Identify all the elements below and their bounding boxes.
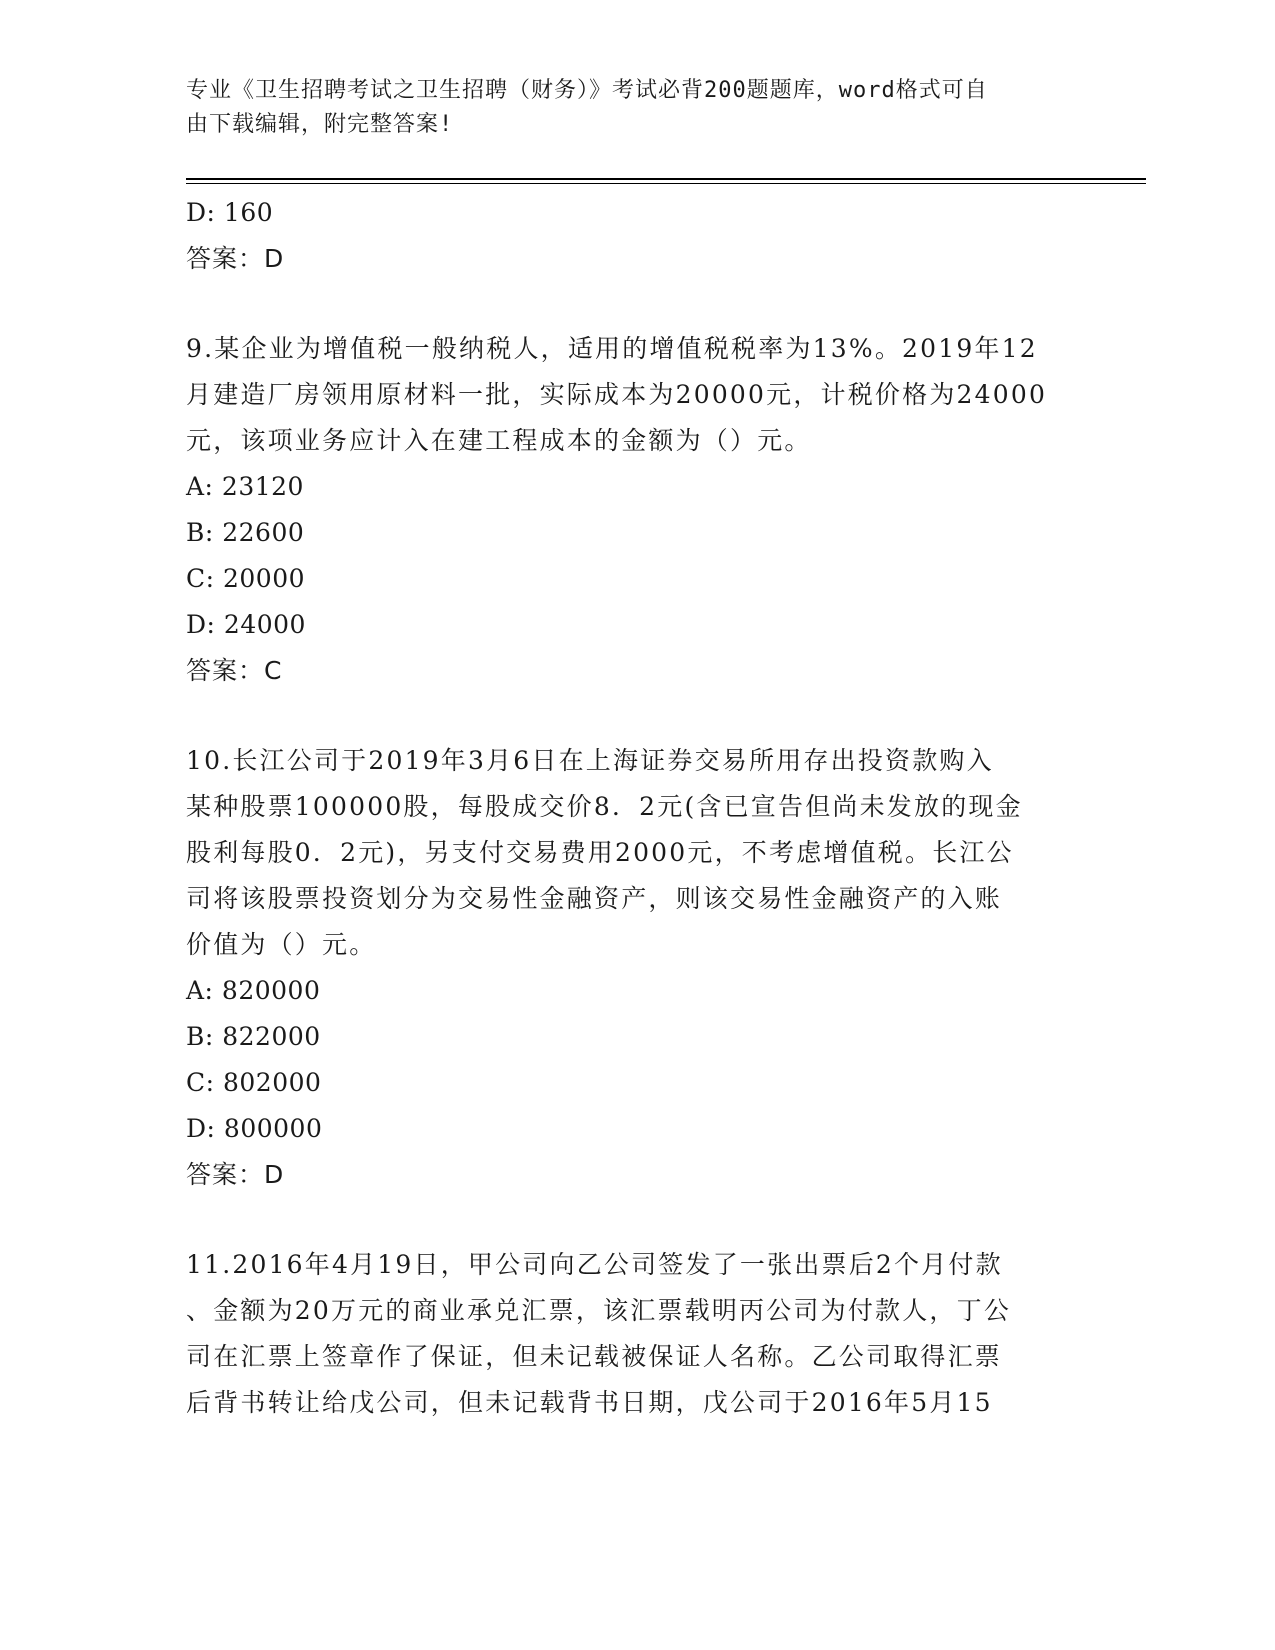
q11-stem-line: 司在汇票上签章作了保证，但未记载被保证人名称。乙公司取得汇票 — [186, 1342, 1003, 1371]
q9-option-b: B: 22600 — [186, 518, 305, 547]
header-divider-thin — [186, 183, 1146, 184]
q9-stem-line: 9.某企业为增值税一般纳税人，适用的增值税税率为13%。2019年12 — [186, 334, 1038, 363]
q9-stem-line: 元，该项业务应计入在建工程成本的金额为（）元。 — [186, 426, 812, 455]
prev-answer: 答案：D — [186, 244, 285, 273]
q10-stem-line: 股利每股0．2元)，另支付交易费用2000元，不考虑增值税。长江公 — [186, 838, 1014, 867]
q11-stem-line: 后背书转让给戊公司，但未记载背书日期，戊公司于2016年5月15 — [186, 1388, 993, 1417]
spacer — [186, 694, 1086, 738]
q9-stem-line: 月建造厂房领用原材料一批，实际成本为20000元，计税价格为24000 — [186, 380, 1048, 409]
q10-stem-line: 价值为（）元。 — [186, 930, 377, 959]
q11-stem-line: 11.2016年4月19日，甲公司向乙公司签发了一张出票后2个月付款 — [186, 1250, 1003, 1279]
q10-option-a: A: 820000 — [186, 976, 321, 1005]
spacer — [186, 1198, 1086, 1242]
q10-option-d: D: 800000 — [186, 1114, 323, 1143]
prev-option-d: D: 160 — [186, 198, 274, 227]
question-content — [186, 190, 1086, 1426]
q9-option-a: A: 23120 — [186, 472, 304, 501]
q10-stem-line: 司将该股票投资划分为交易性金融资产，则该交易性金融资产的入账 — [186, 884, 1003, 913]
q9-option-d: D: 24000 — [186, 610, 306, 639]
q9-option-c: C: 20000 — [186, 564, 306, 593]
page-header: 专业《卫生招聘考试之卫生招聘（财务）》考试必背200题题库，word格式可自 由下载编辑，附完整答案! — [186, 78, 988, 137]
q10-stem-line: 某种股票100000股，每股成交价8．2元(含已宣告但尚未发放的现金 — [186, 792, 1023, 821]
q10-option-b: B: 822000 — [186, 1022, 321, 1051]
q10-answer: 答案：D — [186, 1160, 285, 1189]
spacer — [186, 282, 1086, 326]
q9-answer: 答案：C — [186, 656, 283, 685]
q10-stem-line: 10.长江公司于2019年3月6日在上海证券交易所用存出投资款购入 — [186, 746, 994, 775]
header-divider — [186, 178, 1146, 180]
q11-stem-line: 、金额为20万元的商业承兑汇票，该汇票载明丙公司为付款人，丁公 — [186, 1296, 1012, 1325]
q10-option-c: C: 802000 — [186, 1068, 322, 1097]
